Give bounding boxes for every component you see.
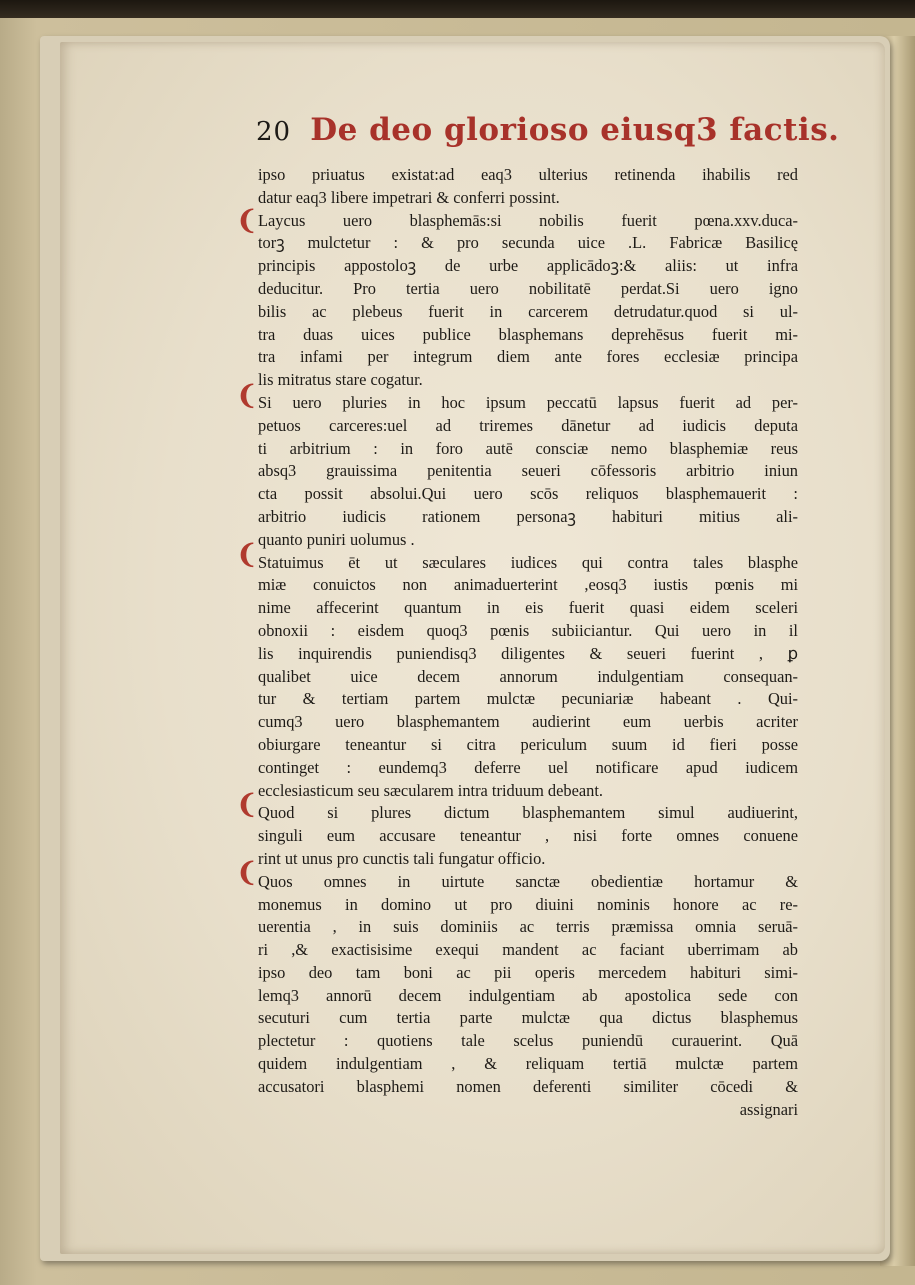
text-line: ipso deo tam boni ac pii operis mercedem habituri simi- (258, 962, 798, 982)
text-line: miæ conuictos non animaduerterint ,eosq3 iustis pœnis mi (258, 575, 798, 595)
rubric-mark-icon: ❨ (236, 381, 258, 411)
text-line: lis inquirendis puniendisq3 diligentes & seueri fuerint , ꝑ (258, 643, 798, 663)
text-line: continget : eundemq3 deferre uel notificare apud iudicem (258, 757, 798, 777)
folio-number: 20 (256, 117, 292, 147)
paragraph-2 (258, 392, 798, 552)
text-line: tra duas uices publice blasphemans deprehēsus fuerit mi- (258, 324, 798, 344)
page-header (256, 112, 840, 158)
paragraph-3 (258, 552, 798, 803)
text-line: nime affecerint quantum in eis fuerit quasi eidem sceleri (258, 598, 798, 618)
text-line: singuli eum accusare teneantur , nisi forte omnes conuene (258, 826, 798, 846)
text-line: rint ut unus pro cunctis tali fungatur officio. (258, 848, 546, 868)
paragraph-4 (258, 802, 798, 870)
text-line: qualibet uice decem annorum indulgentiam consequan- (258, 666, 798, 686)
text-line: lis mitratus stare cogatur. (258, 370, 423, 390)
text-line: uerentia , in suis dominiis ac terris præmissa omnia seruā- (258, 917, 798, 937)
catchword: assignari (739, 1099, 798, 1119)
rubric-mark-icon: ❨ (236, 858, 258, 888)
text-line: ri ,& exactisisime exequi mandent ac faciant uberrimam ab (258, 940, 798, 960)
text-line: plectetur : quotiens tale scelus puniendū curauerint. Quā (258, 1031, 798, 1051)
text-line: obnoxii : eisdem quoq3 pœnis subiiciantur. Qui uero in il (258, 620, 798, 640)
text-line: monemus in domino ut pro diuini nominis honore ac re- (258, 894, 798, 914)
paragraph-1 (258, 210, 798, 392)
text-line: datur eaq3 libere impetrari & conferri possint. (258, 187, 560, 207)
text-line: ecclesiasticum seu sæcularem intra triduum debeant. (258, 780, 603, 800)
text-line: deducitur. Pro tertia uero nobilitatē perdat.Si uero igno (258, 278, 798, 298)
text-line: accusatori blasphemi nomen deferenti similiter cōcedi & (258, 1076, 798, 1096)
paragraph-0 (258, 164, 798, 210)
text-line: quidem indulgentiam , & reliquam tertiā mulctæ partem (258, 1054, 798, 1074)
text-line: tra infami per integrum diem ante fores ecclesiæ principa (258, 347, 798, 367)
text-line: cta possit absolui.Qui uero scōs reliquos blasphemauerit : (258, 484, 798, 504)
rubric-mark-icon: ❨ (236, 790, 258, 820)
text-line: bilis ac plebeus fuerit in carcerem detrudatur.quod si ul- (258, 301, 798, 321)
rubric-mark-icon: ❨ (236, 206, 258, 236)
text-line: torꝫ mulctetur : & pro secunda uice .L. Fabricæ Basilicę (258, 233, 798, 253)
text-line: ti arbitrium : in foro autē consciæ nemo blasphemiæ reus (258, 438, 798, 458)
text-line: tur & tertiam partem mulctæ pecuniariæ habeant . Qui- (258, 689, 798, 709)
rubric-mark-icon: ❨ (236, 540, 258, 570)
text-line: cumq3 uero blasphemantem audierint eum uerbis acriter (258, 712, 798, 732)
text-line: ipso priuatus existat:ad eaq3 ulterius retinenda ihabilis red (258, 165, 798, 184)
text-line: arbitrio iudicis rationem personaꝫ habituri mitius ali- (258, 506, 798, 526)
paragraph-5 (258, 871, 798, 1099)
running-title: De deo glorioso eiusq3 factis. (310, 112, 840, 148)
text-line: principis appostoloꝫ de urbe applicādoꝫ:& aliis: ut infra (258, 256, 798, 276)
text-line: petuos carceres:uel ad triremes dānetur ad iudicis deputa (258, 415, 798, 435)
text-line: Laycus uero blasphemās:si nobilis fuerit pœna.xxv.duca- (258, 210, 798, 230)
body-text (258, 164, 798, 1121)
text-line: quanto puniri uolumus . (258, 529, 415, 549)
text-line: Quod si plures dictum blasphemantem simul audiuerint, (258, 803, 798, 823)
text-line: Si uero pluries in hoc ipsum peccatū lapsus fuerit ad per- (258, 392, 798, 412)
text-line: secuturi cum tertia parte mulctæ qua dictus blasphemus (258, 1008, 798, 1028)
text-line: lemq3 annorū decem indulgentiam ab apostolica sede con (258, 985, 798, 1005)
text-line: Quos omnes in uirtute sanctæ obedientiæ hortamur & (258, 871, 798, 891)
text-line: obiurgare teneantur si citra periculum suum id fieri posse (258, 734, 798, 754)
text-line: absq3 grauissima penitentia seueri cōfessoris arbitrio iniun (258, 461, 798, 481)
text-line: Statuimus ēt ut sæculares iudices qui contra tales blasphe (258, 552, 798, 572)
